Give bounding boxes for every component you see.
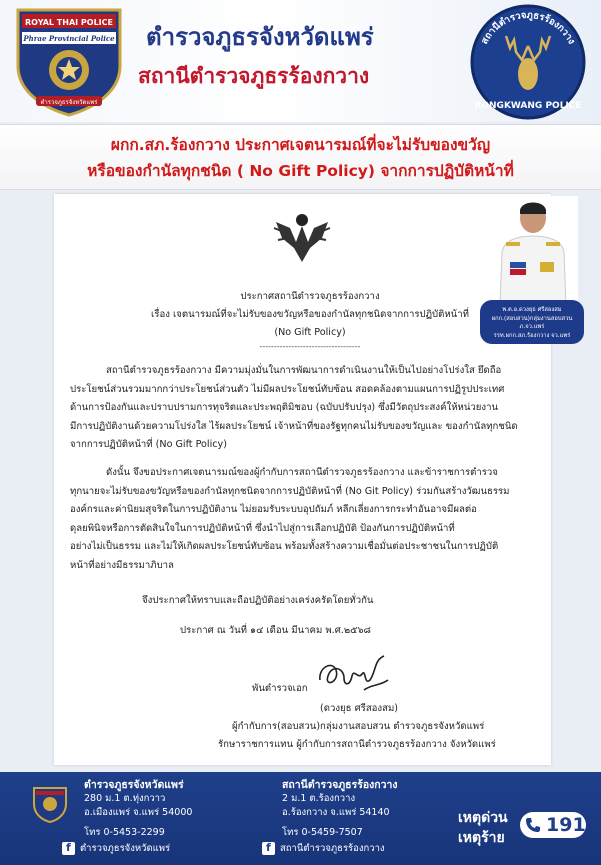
station-emblem-icon: [462, 2, 594, 122]
police-shield-icon: [8, 4, 130, 118]
paragraph-line: ดังนั้น จึงขอประกาศเจตนารมณ์ของผู้กำกับการสถานีตำรวจภูธรร้องกวาง และข้าราชการตำรวจ: [106, 467, 498, 478]
emblem-arc-text: สถานีตำรวจภูธรร้องกวาง: [479, 9, 577, 47]
signer-name: (ดวงยุธ ศรีสองสม): [320, 703, 399, 714]
paragraph-2: [70, 464, 540, 575]
signer-title-2: รักษาราชการแทน ผู้กำกับการสถานีตำรวจภูธรร้องกวาง จังหวัดแพร่: [218, 739, 496, 750]
officer-caption: [480, 300, 584, 344]
facebook-icon: f: [262, 842, 275, 855]
header: [0, 0, 601, 122]
footer-left-address2: อ.เมืองแพร่ จ.แพร่ 54000: [84, 807, 193, 818]
header-title: ตำรวจภูธรจังหวัดแพร่: [146, 23, 374, 51]
doc-heading: ประกาศสถานีตำรวจภูธรร้องกวาง: [240, 291, 380, 302]
doc-divider: -----------------------------------: [259, 342, 361, 351]
officer-caption-line2: ผกก.(สอบสวน)กลุ่มงานสอบสวน ภ.จว.แพร่: [491, 315, 573, 330]
officer-caption-line3: รรท.ผกก.สภ.ร้องกวาง จว.แพร่: [493, 332, 571, 339]
announcement-date: ประกาศ ณ วันที่ ๑๔ เดือน มีนาคม พ.ศ.๒๕๖๘: [180, 625, 371, 636]
paragraph-line: อย่างไม่เป็นธรรม และไม่ให้เกิดผลประโยชน์ทับซ้อน พร้อมทั้งสร้างความเชื่อมั่นต่อประชาชนในการปฏิบัติ: [70, 541, 499, 552]
facebook-icon: f: [62, 842, 75, 855]
signer-rank: พันตำรวจเอก: [252, 683, 308, 694]
footer-middle-phone: โทร 0-5459-7507: [282, 827, 363, 838]
paragraph-1: [70, 362, 540, 455]
shield-top-text: ROYAL THAI POLICE: [25, 18, 113, 27]
hotline-label-1: เหตุด่วน: [458, 810, 508, 826]
footer-middle-info: [282, 778, 452, 840]
title-banner: [0, 124, 601, 190]
footer-middle-title: สถานีตำรวจภูธรร้องกวาง: [282, 779, 398, 791]
closing-statement: จึงประกาศให้ทราบและถือปฏิบัติอย่างเคร่งครัดโดยทั่วกัน: [142, 595, 374, 606]
footer-left-title: ตำรวจภูธรจังหวัดแพร่: [84, 779, 184, 791]
footer-left-facebook-text: ตำรวจภูธรจังหวัดแพร่: [80, 843, 171, 854]
footer-police-badge-icon: [30, 784, 70, 824]
footer-left-info: [84, 778, 254, 840]
hotline-label-2: เหตุร้าย: [458, 830, 505, 846]
hotline-number-pill[interactable]: [520, 812, 586, 838]
shield-bottom-text: ตำรวจภูธรจังหวัดแพร่: [40, 99, 98, 106]
officer-photo: [488, 196, 578, 306]
emblem-bottom-text: RONGKWANG POLICE: [474, 101, 582, 111]
paragraph-line: ทุกนายจะไม่รับของขวัญหรือของกำนัลทุกชนิดจากการปฏิบัติหน้าที่ (No Git Policy) ร่วมกันสร้างวัฒนธรรม: [70, 485, 510, 497]
footer: [0, 772, 601, 865]
header-subtitle: สถานีตำรวจภูธรร้องกวาง: [138, 64, 370, 88]
officer-caption-name: พ.ต.อ.ดวงยุธ ศรีสองสม: [502, 307, 562, 313]
doc-policy-label: (No Gift Policy): [274, 327, 346, 338]
footer-middle-facebook-link[interactable]: [262, 842, 462, 856]
footer-left-address1: 280 ม.1 ต.ทุ่งกวาว: [84, 793, 166, 804]
phone-icon: [525, 817, 541, 833]
hotline-number: 191: [546, 814, 586, 836]
paragraph-line: จากการปฏิบัติหน้าที่ (No Gift Policy): [70, 439, 227, 450]
footer-left-phone: โทร 0-5453-2299: [84, 827, 165, 838]
footer-middle-facebook-text: สถานีตำรวจภูธรร้องกวาง: [280, 843, 385, 854]
footer-left-facebook-link[interactable]: [62, 842, 262, 856]
shield-ribbon-text: Phrae Provincial Police: [23, 34, 115, 43]
footer-middle-address2: อ.ร้องกวาง จ.แพร่ 54140: [282, 807, 390, 818]
hotline: [458, 784, 588, 846]
paragraph-line: ด้านการป้องกันและปราบปรามการทุจริตและประพฤติมิชอบ (ฉบับปรับปรุง) ซึ่งมีวัตถุประสงค์ให้หน่วยงาน: [70, 402, 499, 413]
footer-middle-address1: 2 ม.1 ต.ร้องกวาง: [282, 793, 356, 804]
paragraph-line: ประโยชน์ส่วนรวมมากกว่าประโยชน์ส่วนตัว ไม่มีผลประโยชน์ทับซ้อน สอดคล้องตามแผนการปฏิรูปประเทศ: [70, 383, 505, 395]
paragraph-line: มีการปฏิบัติงานด้วยความโปร่งใส ไร้ผลประโยชน์ เจ้าหน้าที่ของรัฐทุกคนไม่รับของขวัญและ ของกำนัลทุกชนิด: [70, 420, 518, 432]
garuda-icon: [270, 208, 334, 268]
paragraph-line: สถานีตำรวจภูธรร้องกวาง มีความมุ่งมั่นในการพัฒนาการดำเนินงานให้เป็นไปอย่างโปร่งใส ยึดถือ: [106, 365, 502, 376]
paragraph-line: องค์กรและค่านิยมสุจริตในการปฏิบัติงาน ไม่ยอมรับระบบอุปถัมภ์ หลีกเลี่ยงการกระทำอันอาจมีผลต่อ: [70, 504, 477, 515]
banner-line-1: ผกก.สภ.ร้องกวาง ประกาศเจตนารมณ์ที่จะไม่รับของขวัญ: [110, 136, 491, 154]
paragraph-line: ดุลยพินิจหรือการตัดสินใจในการปฏิบัติหน้าที่ ซึ่งนำไปสู่การเลือกปฏิบัติ ป้องกันการปฏิบัติหน้าที่: [70, 522, 455, 534]
signer-title-1: ผู้กำกับการ(สอบสวน)กลุ่มงานสอบสวน ตำรวจภูธรจังหวัดแพร่: [232, 721, 485, 732]
banner-line-2: หรือของกำนัลทุกชนิด ( No Gift Policy) จากการปฏิบัติหน้าที่: [87, 162, 514, 180]
doc-subject: เรื่อง เจตนารมณ์ที่จะไม่รับของขวัญหรือของกำนัลทุกชนิดจากการปฏิบัติหน้าที่: [151, 309, 469, 320]
paragraph-line: หน้าที่อย่างมีธรรมาภิบาล: [70, 559, 174, 571]
